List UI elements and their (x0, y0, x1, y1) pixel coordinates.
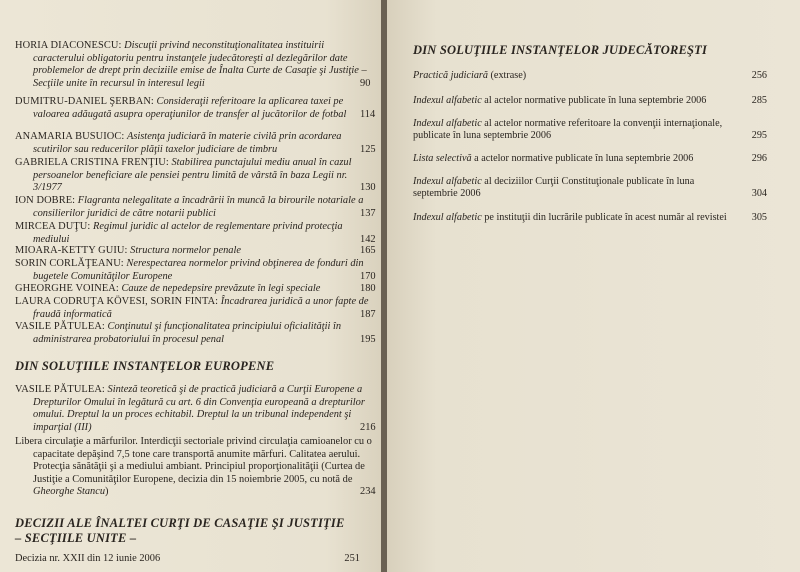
entry-author: MIRCEA DUŢU: (15, 221, 91, 232)
section-title-european: DIN SOLUŢIILE INSTANŢELOR EUROPENE (15, 359, 275, 373)
entry-author: HORIA DIACONESCU: (15, 40, 122, 51)
section-subtitle-iccj: – SECŢIILE UNITE – (15, 531, 137, 545)
entry-title: Lista selectivă (413, 153, 472, 164)
toc-entry: Libera circulaţie a mărfurilor. Interdicţii sectoriale privind circulaţia camioanelor cu o capacitate depăşind 7,5 tone care transportă anumite mărfuri. Calitatea aerului. Protecţia sănătăţii şi a mediului ambiant. Principiul proporţionalităţii (Curtea de Justiţie a Comunităţilor Europene, decizia din 15 noiembrie 2005, cu notă de Gheorghe Stancu) 234 (15, 436, 376, 498)
entry-title: Încadrarea juridică a unor fapte de fraudă informatică (33, 296, 369, 320)
entry-title: Sinteză teoretică şi de practică judiciară a Curţii Europene a Drepturilor Omului în legătură cu art. 6 din Convenţia europeană a drepturilor omului. Dreptul la un proces echitabil. Dreptul la un tribunal independent şi imparţial (III) (33, 384, 365, 433)
entry-title: Stabilirea punctajului mediu anual în cazul persoanelor beneficiare ale pensiei pentru limită de vârstă în baza Legii nr. 3/1977 (33, 157, 352, 194)
entry-text: Libera circulaţie a mărfurilor. Interdicţii sectoriale privind circulaţia camioanelor cu o capacitate depăşind 7,5 tone care transportă anumite mărfuri. Calitatea aerului. Protecţia sănătăţii şi a mediului ambiant. Principiul proporţionalităţii (Curtea de Justiţie a Comunităţilor Europene, decizia din 15 noiembrie 2005, cu notă de (15, 436, 372, 485)
section-title-courts: DIN SOLUŢIILE INSTANŢELOR JUDECĂTOREŞTI (413, 43, 708, 57)
toc-entry: DUMITRU-DANIEL ŞERBAN: Consideraţii referitoare la aplicarea taxei pe valoarea adăugată asupra operaţiunilor de transfer al jucătorilor de fotbal 114 (15, 96, 376, 120)
entry-author: GABRIELA CRISTINA FRENŢIU: (15, 157, 169, 168)
toc-entry: MIOARA-KETTY GUIU: Structura normelor penale 165 (15, 245, 376, 256)
entry-author: ANAMARIA BUSUIOC: (15, 131, 125, 142)
toc-entry (413, 118, 767, 143)
entry-text: a actelor normative publicate în luna septembrie 2006 (471, 153, 694, 164)
entry-author: ION DOBRE: (15, 195, 76, 206)
entry-text: pe instituţii din lucrările publicate în acest număr al revistei (481, 212, 727, 223)
entry-author: SORIN CORLĂŢEANU: (15, 258, 124, 269)
entry-title: Regimul juridic al actelor de reglementare privind protecţia mediului (33, 221, 343, 245)
entry-text: Decizia nr. XXII din 12 iunie 2006 (15, 553, 161, 564)
toc-entry: HORIA DIACONESCU: Discuţii privind neconstituţionalitatea instituirii caracterului obligatoriu pentru instanţele judecătoreşti al dezlegărilor date problemelor de drept prin deciziile emise de Înalta Curte de Casaţie şi Justiţie – Secţiile unite în recursul în interesul legii 90 (15, 40, 371, 89)
toc-entry (413, 153, 767, 165)
toc-entry: SORIN CORLĂŢEANU: Nerespectarea normelor privind obţinerea de fonduri din bugetele Comunităţilor Europene 170 (15, 258, 376, 282)
entry-text-close: ) (105, 486, 109, 498)
toc-entry: LAURA CODRUŢA KÖVESI, SORIN FINTA: Încadrarea juridică a unor fapte de fraudă informatică 187 (15, 296, 376, 320)
entry-author: DUMITRU-DANIEL ŞERBAN: (15, 96, 154, 107)
note-author: Gheorghe Stancu (33, 486, 106, 498)
entry-title: Conţinutul şi funcţionalitatea principiului oficialităţii în administrarea probatoriului în procesul penal (33, 321, 342, 345)
toc-entry: GHEORGHE VOINEA: Cauze de nepedepsire prevăzute în legi speciale 180 (15, 283, 376, 294)
toc-entry (413, 95, 767, 107)
entry-author: MIOARA-KETTY GUIU: (15, 245, 128, 256)
entry-author: LAURA CODRUŢA KÖVESI, SORIN FINTA: (15, 296, 219, 307)
entry-title: Discuţii privind neconstituţionalitatea instituirii caracterului obligatoriu pentru instanţele judecătoreşti al dezlegărilor date problemelor de drept prin deciziile emise de Înalta Curte de Casaţie şi Justiţie – Secţiile unite în recursul în interesul legii (33, 40, 367, 89)
toc-entry (15, 553, 360, 566)
entry-text: al actelor normative publicate în luna septembrie 2006 (481, 95, 707, 106)
entry-title: Indexul alfabetic (413, 212, 482, 223)
toc-entry (413, 70, 767, 82)
toc-entry: VASILE PĂTULEA: Sinteză teoretică şi de practică judiciară a Curţii Europene a Drepturilor Omului în legătură cu art. 6 din Convenţia europeană a drepturilor omului. Dreptul la un proces echitabil. Dreptul la un tribunal independent şi imparţial (III) 216 (15, 384, 376, 433)
toc-entry (413, 212, 767, 224)
entry-page: 304 (751, 188, 767, 200)
entry-author: GHEORGHE VOINEA: (15, 283, 119, 294)
entry-text: (extrase) (487, 70, 527, 81)
entry-author: VASILE PĂTULEA: (15, 384, 105, 395)
entry-title: Nerespectarea normelor privind obţinerea de fonduri din bugetele Comunităţilor Europene (33, 258, 364, 282)
toc-entry: GABRIELA CRISTINA FRENŢIU: Stabilirea punctajului mediu anual în cazul persoanelor beneficiare ale pensiei pentru limită de vârstă în baza Legii nr. 3/1977 130 (15, 157, 376, 194)
right-page (387, 0, 800, 572)
entry-page: 251 (344, 553, 360, 564)
entry-title: Consideraţii referitoare la aplicarea taxei pe valoarea adăugată asupra operaţiunilor de transfer al jucătorilor de fotbal (33, 96, 347, 120)
entry-text: al deciziilor Curţii Constituţionale publicate în luna septembrie 2006 (413, 176, 695, 200)
entry-title: Indexul alfabetic (413, 176, 482, 187)
toc-entry: ANAMARIA BUSUIOC: Asistenţa judiciară în materie civilă prin acordarea scutirilor sau reducerilor plăţii taxelor judiciare de timbru 125 (15, 131, 376, 155)
entry-title: Cauze de nepedepsire prevăzute în legi speciale (121, 283, 321, 294)
toc-entry: ION DOBRE: Flagranta nelegalitate a încadrării în muncă la birourile notariale a consilierilor juridici de către notarii publici 137 (15, 195, 376, 219)
entry-text: al actelor normative referitoare la convenţii internaţionale, publicate în luna septembrie 2006 (413, 118, 723, 142)
entry-page: 305 (751, 212, 767, 223)
toc-entry: VASILE PĂTULEA: Conţinutul şi funcţionalitatea principiului oficialităţii în administrarea probatoriului în procesul penal 195 (15, 321, 376, 345)
section-title-iccj: DECIZII ALE ÎNALTEI CURŢI DE CASAŢIE ŞI JUSTIŢIE (15, 516, 345, 530)
entry-page: 296 (751, 153, 767, 164)
left-page (0, 0, 383, 572)
entry-title: Indexul alfabetic (413, 118, 482, 129)
entry-title: Flagranta nelegalitate a încadrării în muncă la birourile notariale a consilierilor juridici de către notarii publici (33, 195, 364, 219)
entry-page: 295 (751, 130, 767, 142)
entry-page: 256 (751, 70, 767, 81)
entry-title: Practică judiciară (413, 70, 488, 81)
entry-title: Indexul alfabetic (413, 95, 482, 106)
toc-entry: MIRCEA DUŢU: Regimul juridic al actelor de reglementare privind protecţia mediului 142 (15, 221, 376, 245)
entry-page: 285 (751, 95, 767, 106)
toc-entry (413, 176, 767, 201)
entry-title: Asistenţa judiciară în materie civilă prin acordarea scutirilor sau reducerilor plăţii taxelor judiciare de timbru (33, 131, 342, 155)
entry-title: Structura normelor penale (130, 245, 241, 256)
entry-author: VASILE PĂTULEA: (15, 321, 105, 332)
